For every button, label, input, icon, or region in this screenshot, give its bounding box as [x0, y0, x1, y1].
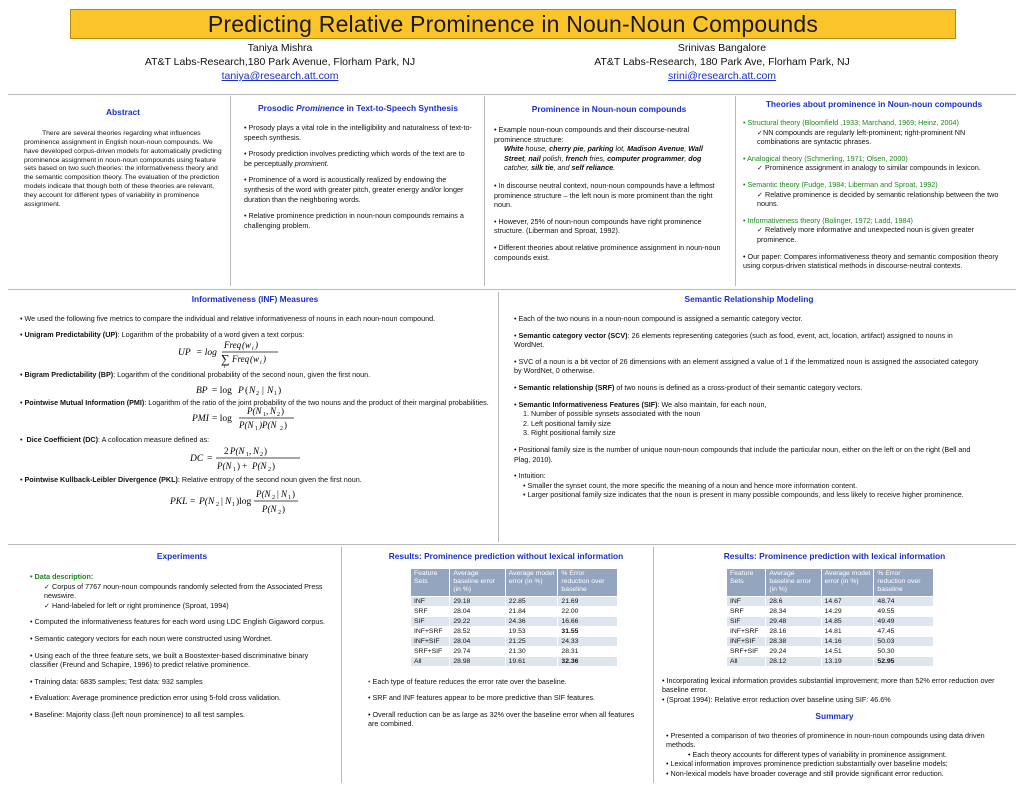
- author-name: Srinivas Bangalore: [677, 42, 767, 54]
- bullet-item: • Non-lexical models have broader coverage and still provide significant error reduction.: [666, 768, 944, 778]
- bullet-item: • Example noun-noun compounds and their discourse-neutral prominence structure: White house, cherry pie, parking lot, Madison Avenue, Wall Street, nail polish, french fries, computer programmer, dog catcher, silk tie, and self reliance.: [494, 125, 724, 173]
- svg-text:P(N: P(N: [262, 503, 277, 514]
- formula-bp: [20, 384, 490, 398]
- svg-text:(: (: [245, 385, 249, 396]
- bullet-item: • In discourse neutral context, noun-noun compounds have a leftmost prominence structure – the left noun is more prominent than the right noun.: [494, 181, 715, 210]
- section-heading: Prosodic Prominence in Text-to-Speech Synthesis: [258, 103, 458, 113]
- section-heading: Informativeness (INF) Measures: [191, 294, 319, 304]
- table-cell: 47.45: [874, 626, 934, 636]
- prominent-word: Madison: [627, 144, 657, 154]
- svg-text:1: 1: [246, 452, 249, 459]
- svg-text:i: i: [224, 365, 226, 370]
- bullet-item: • Using each of the three feature sets, we built a Boostexter-based discriminative binary classifier (Freund and Schapire, 1996) to predict relative prominence.: [30, 650, 309, 670]
- table-cell: 28.52: [450, 626, 505, 636]
- table-row: [727, 616, 934, 626]
- section-heading: Summary: [815, 711, 854, 722]
- svg-text:P(N: P(N: [230, 446, 245, 457]
- table-header-cell: Average model error (in %): [821, 569, 874, 596]
- bullet-item: • Semantic category vectors for each noun were constructed using Wordnet.: [30, 634, 273, 644]
- bullet-item: • However, 25% of noun-noun compounds have right prominence structure. (Liberman and Sproat, 1992).: [494, 216, 702, 236]
- svg-text:N: N: [281, 488, 288, 499]
- svg-text:2: 2: [277, 412, 280, 419]
- divider: [230, 96, 231, 286]
- bullet-item: • Computed the informativeness features for each word using LDC English Gigaword corpus.: [30, 617, 325, 627]
- table-cell: 13.19: [821, 656, 874, 666]
- svg-text:N: N: [249, 385, 256, 396]
- svg-text:) +: ) +: [237, 461, 248, 472]
- svg-text:2: 2: [216, 501, 219, 508]
- svg-text:P(N: P(N: [199, 496, 215, 507]
- svg-text:P(N: P(N: [217, 461, 232, 472]
- table-cell: SIF: [411, 616, 450, 626]
- prominent-word: self: [571, 163, 584, 173]
- table-row: [411, 596, 618, 606]
- table-cell: 28.04: [450, 636, 505, 646]
- table-header-cell: Feature Sets: [411, 569, 450, 596]
- bullet-item: • Overall reduction can be as large as 32% over the baseline error when all features are combined.: [368, 709, 635, 729]
- table-header-cell: % Error reduction over baseline: [558, 569, 618, 596]
- svg-text:=: =: [207, 454, 213, 465]
- table-cell: 31.55: [558, 626, 618, 636]
- table-cell: 24.36: [505, 616, 558, 626]
- table-cell: 29.24: [766, 646, 821, 656]
- table-cell: 14.67: [821, 596, 874, 606]
- svg-text:Freq: Freq: [224, 340, 242, 351]
- table-cell: 50.03: [874, 636, 934, 646]
- section-heading: Abstract: [106, 107, 140, 117]
- table-cell: 24.33: [558, 636, 618, 646]
- semantic-section: [514, 294, 984, 500]
- table-cell: 19.61: [505, 656, 558, 666]
- bullet-item: • Incorporating lexical information provides substantial improvement; more than 52% error reduction over baseline error.: [662, 675, 995, 695]
- prominent-word: Street: [504, 153, 525, 163]
- bullet-item: • Our paper: Compares informativeness theory and semantic composition theory using corpus-driven statistical methods in discourse-neutral contexts.: [743, 251, 999, 271]
- bullet-item: • Each of the two nouns in a noun-noun compound is assigned a semantic category vector.: [514, 314, 803, 324]
- results-lexical-section: [662, 551, 1007, 778]
- svg-text:2: 2: [260, 452, 263, 459]
- bullet-item: • We used the following five metrics to compare the individual and relative informativeness of nouns in each noun-noun compound.: [20, 314, 436, 324]
- svg-text:1: 1: [263, 412, 266, 419]
- svg-text:|: |: [221, 496, 223, 507]
- prominent-word: parking: [587, 144, 614, 154]
- table-cell: 21.25: [505, 636, 558, 646]
- svg-text:2: 2: [280, 426, 283, 433]
- svg-text:P(N: P(N: [252, 461, 267, 472]
- svg-text:i: i: [260, 360, 262, 367]
- prominent-word: silk: [531, 163, 544, 173]
- svg-text:): ): [284, 420, 287, 431]
- table-row: [727, 596, 934, 606]
- table-cell: 32.36: [558, 656, 618, 666]
- svg-text:= log: = log: [212, 414, 232, 425]
- table-cell: INF+SIF: [727, 636, 766, 646]
- table-cell: 48.74: [874, 596, 934, 606]
- section-heading: Semantic Relationship Modeling: [684, 294, 814, 304]
- divider: [484, 96, 485, 286]
- prominent-word: cherry: [549, 144, 572, 154]
- table-cell: 28.12: [766, 656, 821, 666]
- theory-item: • Analogical theory (Schmerling, 1971; Olsen, 2000) ✓ Prominence assignment in analogy to similar compounds in lexicon.: [743, 153, 981, 173]
- svg-text:1: 1: [288, 494, 291, 501]
- bullet-item: • Evaluation: Average prominence prediction error using 5-fold cross validation.: [30, 693, 281, 703]
- bullet-item: • Prosody prediction involves predicting which words of the text are to be perceptually prominent.: [244, 149, 465, 168]
- author-name: Taniya Mishra: [247, 42, 313, 54]
- svg-text:)log: )log: [236, 496, 252, 507]
- svg-text:2: 2: [224, 446, 229, 457]
- table-cell: 16.66: [558, 616, 618, 626]
- summary-list: [662, 731, 1007, 779]
- table-cell: 22.85: [505, 596, 558, 606]
- divider: [735, 96, 736, 286]
- svg-text:|: |: [277, 488, 279, 499]
- svg-text:)P(N: )P(N: [259, 420, 277, 431]
- table-cell: INF+SIF: [411, 636, 450, 646]
- table-cell: INF+SRF: [411, 626, 450, 636]
- bullet-item: • Each type of feature reduces the error rate over the baseline.: [368, 676, 567, 686]
- table-row: [411, 636, 618, 646]
- table-cell: SRF+SIF: [411, 646, 450, 656]
- svg-text:DC: DC: [190, 454, 204, 465]
- table-cell: 28.6: [766, 596, 821, 606]
- table-cell: 21.69: [558, 596, 618, 606]
- bullet-item: • Semantic Informativeness Features (SIF): We also maintain, for each noun, 1. Number of possible synsets associated with the noun 2. Left positional family size 3. Right positional family size: [514, 399, 767, 438]
- table-cell: SRF: [411, 606, 450, 616]
- table-cell: 28.31: [558, 646, 618, 656]
- svg-text:,: ,: [249, 446, 252, 457]
- table-cell: 22.00: [558, 606, 618, 616]
- divider: [653, 547, 654, 783]
- table-cell: 49.49: [874, 616, 934, 626]
- prominent-word: tie: [545, 163, 554, 173]
- svg-text:): ): [255, 340, 258, 351]
- table-cell: 14.81: [821, 626, 874, 636]
- table-row: [727, 656, 934, 666]
- prominent-word: nail: [528, 153, 541, 163]
- svg-text:PKL: PKL: [170, 496, 188, 507]
- section-heading: Results: Prominence prediction without lexical information: [388, 551, 624, 561]
- formula-up: [20, 339, 490, 370]
- table-row: [411, 606, 618, 616]
- table-row: [727, 636, 934, 646]
- table-row: [727, 626, 934, 636]
- results-no-lexical-section: [368, 551, 644, 736]
- divider: [498, 292, 499, 542]
- prominent-word: programmer: [641, 153, 685, 163]
- table-cell: INF+SRF: [727, 626, 766, 636]
- svg-text:= log: = log: [196, 348, 217, 359]
- bullet-item: • Different theories about relative prominence assignment in noun-noun compounds exist.: [494, 242, 721, 262]
- table-cell: 29.74: [450, 646, 505, 656]
- bullet-item: • Relative prominence prediction in noun-noun compounds remains a challenging problem.: [244, 211, 464, 230]
- bullet-item: • Semantic category vector (SCV): 26 elements representing categories (such as food, event, act, location, artifact) assigned to nouns in WordNet.: [514, 330, 953, 350]
- table-cell: 14.16: [821, 636, 874, 646]
- prosodic-section: [244, 103, 472, 237]
- author-email-link[interactable]: srini@research.att.com: [667, 70, 777, 82]
- abstract-section: [24, 107, 222, 210]
- table-row: [411, 626, 618, 636]
- bullet-item: • Semantic relationship (SRF) of two nouns is defined as a cross-product of their semantic category vectors.: [514, 383, 863, 393]
- table-row: [411, 656, 618, 666]
- svg-text:(w: (w: [250, 354, 259, 365]
- svg-text:2: 2: [256, 390, 259, 396]
- bullet-item: • Pointwise Mutual Information (PMI): Logarithm of the ratio of the joint probability of the two nouns and the product of their marginal probabilities.: [20, 397, 489, 407]
- prominent-word: reliance: [585, 163, 614, 173]
- svg-text:N: N: [253, 446, 260, 457]
- table-cell: 14.51: [821, 646, 874, 656]
- author-block-1: [130, 41, 430, 83]
- inf-section: [20, 294, 490, 517]
- divider: [8, 94, 1016, 95]
- prominent-word: french: [565, 153, 588, 163]
- prominent-word: dog: [688, 153, 702, 163]
- table-row: [727, 646, 934, 656]
- bullet-item: • Data description: ✓ Corpus of 7767 noun-noun compounds randomly selected from the Associated Press newswire. ✓ Hand-labeled for left or right prominence (Sproat, 1994): [30, 572, 323, 610]
- table-row: [411, 646, 618, 656]
- formula-dc: [20, 447, 490, 475]
- author-block-2: [572, 41, 872, 83]
- section-heading: Experiments: [156, 551, 208, 561]
- svg-text:UP: UP: [178, 348, 191, 359]
- section-heading: Prominence in Noun-noun compounds: [531, 104, 687, 114]
- svg-text:1: 1: [255, 426, 258, 433]
- table-cell: 28.98: [450, 656, 505, 666]
- bullet-item: • Presented a comparison of two theories of prominence in noun-noun compounds using data driven methods.: [666, 730, 985, 750]
- table-header-cell: % Error reduction over baseline: [874, 569, 934, 596]
- divider: [8, 544, 1016, 545]
- table-cell: 29.22: [450, 616, 505, 626]
- table-cell: 21.84: [505, 606, 558, 616]
- formula-up-svg: [178, 339, 298, 369]
- author-affiliation: AT&T Labs-Research, 180 Park Ave, Florham Park, NJ: [594, 56, 850, 68]
- svg-text:): ): [292, 488, 295, 499]
- abstract-text: There are several theories regarding what influences prominence assignment in English noun-noun compounds. We have developed corpus-driven models for automatically predicting prominence assignment in noun-noun compounds using feature sets based on two such theories: the informativeness theory and the semantic composition theory. The evaluation of the prediction models indicate that though both of these theories are relevant, they account for different types of variability in prominence assignment.: [24, 130, 222, 208]
- svg-text:2: 2: [268, 467, 271, 474]
- svg-text:2: 2: [278, 509, 281, 516]
- table-cell: 52.95: [874, 656, 934, 666]
- bullet-item: • (Sproat 1994): Relative error reduction over baseline using SIF: 46.6%: [662, 694, 891, 704]
- table-cell: 21.30: [505, 646, 558, 656]
- prominent-word: White: [504, 144, 524, 154]
- table-row: [727, 606, 934, 616]
- table-cell: 28.34: [766, 606, 821, 616]
- svg-text:): ): [281, 406, 284, 417]
- bullet-item: • Pointwise Kullback-Leibler Divergence (PKL): Relative entropy of the second noun given the first noun.: [20, 475, 362, 485]
- svg-text:): ): [263, 354, 266, 365]
- author-email-link[interactable]: taniya@research.att.com: [221, 70, 339, 82]
- svg-text:|: |: [262, 385, 264, 396]
- bullet-item: • Lexical information improves prominence prediction substantially over baseline models;: [666, 759, 948, 769]
- svg-text:P(N: P(N: [256, 488, 271, 499]
- divider: [341, 547, 342, 783]
- svg-text:N: N: [267, 385, 274, 396]
- svg-text:): ): [272, 461, 275, 472]
- bullet-item: • Bigram Predictability (BP): Logarithm of the conditional probability of the second noun, given the first noun.: [20, 370, 371, 380]
- theory-item: • Semantic theory (Fudge, 1984; Liberman and Sproat, 1992) ✓ Relative prominence is decided by semantic relationship between the two nouns.: [743, 180, 999, 209]
- bullet-item: • Unigram Predictability (UP): Logarithm of the probability of a word given a text corpus:: [20, 329, 305, 339]
- prominent-word: pie: [573, 144, 584, 154]
- table-cell: 49.55: [874, 606, 934, 616]
- bullet-item: • Positional family size is the number of unique noun-noun compounds that include the particular noun, either on the left or on the right (Bell and Plag, 2010).: [514, 444, 971, 464]
- svg-text:1: 1: [232, 501, 235, 508]
- results-table: [726, 568, 934, 666]
- svg-text:P: P: [238, 385, 244, 396]
- experiments-section: [30, 551, 334, 727]
- author-affiliation: AT&T Labs-Research,180 Park Avenue, Florham Park, NJ: [144, 56, 416, 68]
- bullet-item: • Each theory accounts for different types of variability in prominence assignment.: [688, 749, 947, 759]
- table-row: [411, 616, 618, 626]
- compound-examples: White house, cherry pie, parking lot, Madison Avenue, Wall Street, nail polish, french fries, computer programmer, dog catcher, silk tie, and self reliance.: [504, 144, 703, 173]
- bullet-item: • SRF and INF features appear to be more predictive than SIF features.: [368, 693, 596, 703]
- bullet-item: • Intuition: • Smaller the synset count, the more specific the meaning of a noun and hence more information content. • Larger positional family size indicates that the noun is present in many possible compounds, and less likely to receive higher prominence.: [514, 471, 964, 500]
- svg-text:): ): [282, 503, 285, 514]
- poster-title: Predicting Relative Prominence in Noun-Noun Compounds: [70, 9, 956, 39]
- bullet-item: • Prominence of a word is acoustically realized by endowing the synthesis of the word with greater pitch, greater energy and/or longer duration than the neighboring words.: [244, 175, 464, 204]
- formula-pmi: [20, 406, 490, 435]
- svg-text:i: i: [252, 346, 254, 353]
- table-cell: All: [411, 656, 450, 666]
- bullet-item: • Training data: 6835 samples; Test data: 932 samples: [30, 676, 203, 686]
- svg-text:1: 1: [274, 390, 277, 396]
- section-heading: Results: Prominence prediction with lexical information: [723, 551, 946, 561]
- svg-text:N: N: [225, 496, 232, 507]
- table-cell: 28.16: [766, 626, 821, 636]
- table-cell: INF: [727, 596, 766, 606]
- table-cell: 19.53: [505, 626, 558, 636]
- svg-text:1: 1: [233, 467, 236, 474]
- table-header-cell: Feature Sets: [727, 569, 766, 596]
- table-header-cell: Average model error (in %): [505, 569, 558, 596]
- svg-text:,: ,: [266, 406, 269, 417]
- results-table: [410, 568, 618, 666]
- table-cell: 28.04: [450, 606, 505, 616]
- section-heading: Theories about prominence in Noun-noun compounds: [765, 99, 983, 109]
- bullet-item: • Prosody plays a vital role in the intelligibility and naturalness of text-to-speech synthesis.: [244, 123, 472, 142]
- svg-text:= log: = log: [212, 385, 232, 396]
- svg-text:=: =: [190, 496, 196, 507]
- table-header-cell: Average baseline error (in %): [766, 569, 821, 596]
- table-cell: All: [727, 656, 766, 666]
- table-cell: 29.48: [766, 616, 821, 626]
- svg-text:P(N: P(N: [247, 406, 262, 417]
- svg-text:P(N: P(N: [239, 420, 254, 431]
- table-cell: 14.85: [821, 616, 874, 626]
- svg-text:∑: ∑: [221, 352, 230, 367]
- prominence-section: [494, 104, 724, 269]
- table-cell: INF: [411, 596, 450, 606]
- svg-text:): ): [264, 446, 267, 457]
- table-cell: SRF+SIF: [727, 646, 766, 656]
- svg-text:BP: BP: [196, 385, 208, 396]
- table-cell: 28.38: [766, 636, 821, 646]
- svg-text:PMI: PMI: [192, 414, 209, 425]
- svg-text:N: N: [270, 406, 277, 417]
- table-cell: 50.30: [874, 646, 934, 656]
- svg-text:2: 2: [272, 494, 275, 501]
- theory-item: • Structural theory (Bloomfield ,1933; Marchand, 1969; Heinz, 2004) ✓NN compounds are regularly left-prominent; right-prominent NN combinations are syntactic phrases.: [743, 118, 966, 147]
- table-cell: 14.29: [821, 606, 874, 616]
- table-header-cell: Average baseline error (in %): [450, 569, 505, 596]
- table-cell: 29.18: [450, 596, 505, 606]
- bullet-item: • Dice Coefficient (DC): A collocation measure defined as:: [20, 435, 210, 445]
- theories-section: [743, 99, 1005, 278]
- bullet-item: • Baseline: Majority class (left noun prominence) to all test samples.: [30, 709, 246, 719]
- svg-text:(w: (w: [242, 340, 251, 351]
- prominent-word: Avenue: [658, 144, 685, 154]
- prominent-word: computer: [607, 153, 640, 163]
- bullet-item: • SVC of a noun is a bit vector of 26 dimensions with an element assigned a value of 1 if the lemmatized noun is assigned the associated category by WordNet, 0 otherwise.: [514, 356, 979, 376]
- svg-text:Freq: Freq: [232, 354, 250, 365]
- theory-item: • Informativeness theory (Bolinger, 1972; Ladd, 1984) ✓ Relatively more informative and unexpected noun is given greater prominence.: [743, 215, 974, 244]
- table-cell: SRF: [727, 606, 766, 616]
- svg-text:): ): [278, 385, 282, 396]
- divider: [8, 289, 1016, 290]
- table-cell: SIF: [727, 616, 766, 626]
- formula-pkl: [20, 489, 490, 517]
- prominent-word: Wall: [688, 144, 703, 154]
